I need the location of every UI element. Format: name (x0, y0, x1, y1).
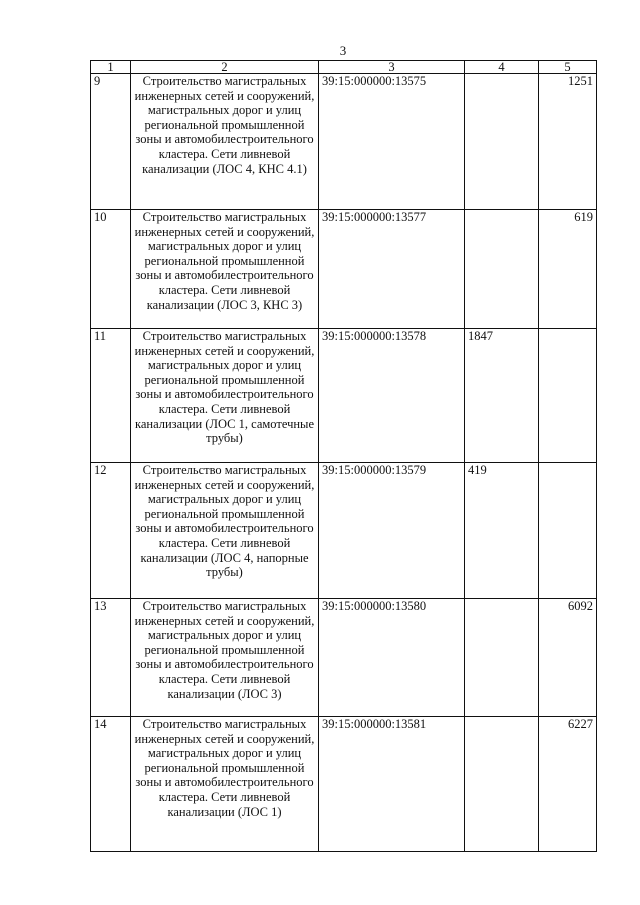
cadastral-number: 39:15:000000:13581 (319, 717, 465, 852)
table-row (91, 599, 597, 717)
cadastral-number: 39:15:000000:13575 (319, 74, 465, 210)
table-row (91, 329, 597, 463)
table-row (91, 210, 597, 329)
value-col4: 1847 (465, 329, 539, 463)
column-header: 3 (319, 61, 465, 74)
row-number: 13 (91, 599, 131, 717)
cadastral-number: 39:15:000000:13577 (319, 210, 465, 329)
page-number: 3 (339, 43, 347, 58)
value-col4 (465, 210, 539, 329)
value-col4: 419 (465, 463, 539, 599)
table-header-row (91, 61, 597, 74)
column-header: 4 (465, 61, 539, 74)
row-number: 12 (91, 463, 131, 599)
column-header: 5 (539, 61, 597, 74)
object-name: Строительство магистральных инженерных сетей и сооружений, магистральных дорог и улиц региональной промышленной зоны и автомобилестроительного кластера. Сети ливневой канализации (ЛОС 3) (131, 599, 319, 717)
value-col5: 6227 (539, 717, 597, 852)
cadastral-number: 39:15:000000:13580 (319, 599, 465, 717)
object-name: Строительство магистральных инженерных сетей и сооружений, магистральных дорог и улиц региональной промышленной зоны и автомобилестроительного кластера. Сети ливневой канализации (ЛОС 4, КНС 4.1) (131, 74, 319, 210)
value-col4 (465, 599, 539, 717)
value-col5: 6092 (539, 599, 597, 717)
cadastral-number: 39:15:000000:13579 (319, 463, 465, 599)
value-col4 (465, 717, 539, 852)
object-name: Строительство магистральных инженерных сетей и сооружений, магистральных дорог и улиц региональной промышленной зоны и автомобилестроительного кластера. Сети ливневой канализации (ЛОС 1) (131, 717, 319, 852)
row-number: 14 (91, 717, 131, 852)
data-table (90, 60, 597, 852)
value-col5: 1251 (539, 74, 597, 210)
row-number: 9 (91, 74, 131, 210)
table-row (91, 74, 597, 210)
value-col5 (539, 329, 597, 463)
cadastral-number: 39:15:000000:13578 (319, 329, 465, 463)
row-number: 11 (91, 329, 131, 463)
column-header: 2 (131, 61, 319, 74)
value-col5 (539, 463, 597, 599)
table-row (91, 463, 597, 599)
value-col5: 619 (539, 210, 597, 329)
object-name: Строительство магистральных инженерных сетей и сооружений, магистральных дорог и улиц региональной промышленной зоны и автомобилестроительного кластера. Сети ливневой канализации (ЛОС 4, напорные трубы) (131, 463, 319, 599)
row-number: 10 (91, 210, 131, 329)
column-header: 1 (91, 61, 131, 74)
value-col4 (465, 74, 539, 210)
table-row (91, 717, 597, 852)
object-name: Строительство магистральных инженерных сетей и сооружений, магистральных дорог и улиц региональной промышленной зоны и автомобилестроительного кластера. Сети ливневой канализации (ЛОС 3, КНС 3) (131, 210, 319, 329)
object-name: Строительство магистральных инженерных сетей и сооружений, магистральных дорог и улиц региональной промышленной зоны и автомобилестроительного кластера. Сети ливневой канализации (ЛОС 1, самотечные трубы) (131, 329, 319, 463)
